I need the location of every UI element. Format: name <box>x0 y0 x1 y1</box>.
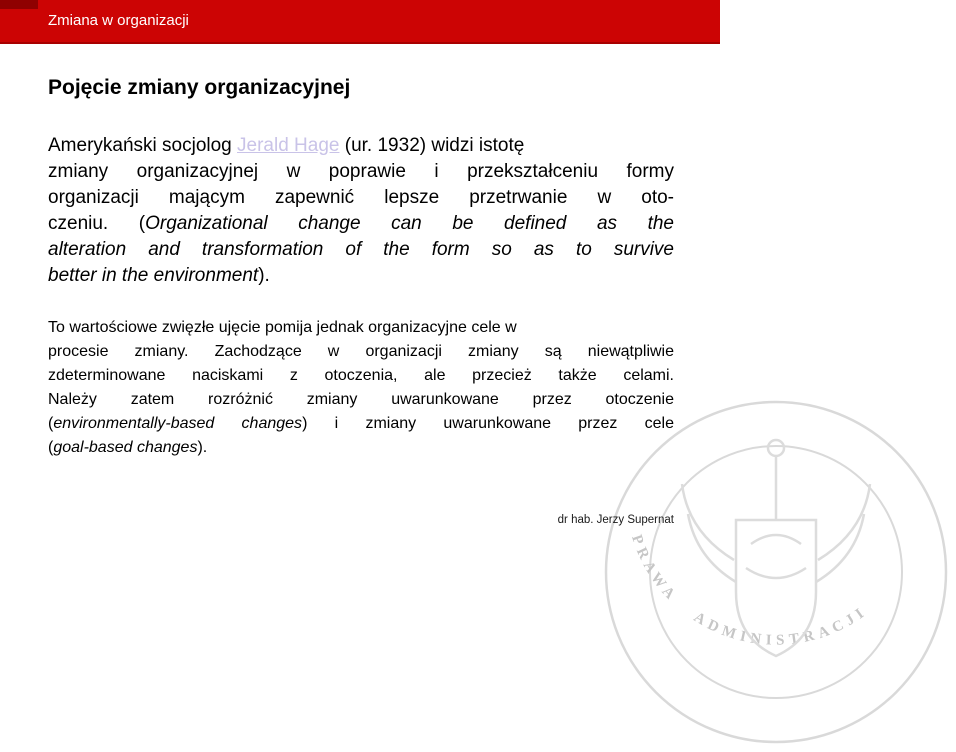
slide-heading: Pojęcie zmiany organizacyjnej <box>48 76 351 99</box>
paragraph-line: Amerykański socjolog Jerald Hage (ur. 1932) widzi istotę <box>48 135 525 156</box>
paragraph-line: To wartościowe zwięzłe ujęcie pomija jednak organizacyjne cele w <box>48 319 517 336</box>
author-credit: dr hab. Jerzy Supernat <box>557 514 674 526</box>
header-bar <box>0 0 720 44</box>
slide-header-title: Zmiana w organizacji <box>48 12 189 29</box>
paragraph-definition <box>48 133 674 289</box>
paragraph-line: zdeterminowane naciskami z otoczenia, ale przecież także celami. <box>48 367 674 384</box>
jerald-hage-link[interactable]: Jerald Hage <box>237 135 340 156</box>
paragraph-line: czeniu. (Organizational change can be defined as the <box>48 213 674 234</box>
paragraph-line: better in the environment). <box>48 265 270 286</box>
paragraph-line: (goal-based changes). <box>48 439 208 456</box>
paragraph-line: alteration and transformation of the form so as to survive <box>48 239 674 260</box>
header-corner-accent <box>0 0 38 9</box>
paragraph-line: Należy zatem rozróżnić zmiany uwarunkowane przez otoczenie <box>48 391 674 408</box>
paragraph-line: (environmentally-based changes) i zmiany uwarunkowane przez cele <box>48 415 675 432</box>
paragraph-commentary <box>48 316 674 460</box>
paragraph-line: organizacji mającym zapewnić lepsze przetrwanie w oto- <box>48 187 674 208</box>
paragraph-line: zmiany organizacyjnej w poprawie i przekształceniu formy <box>48 161 674 182</box>
paragraph-line: procesie zmiany. Zachodzące w organizacji zmiany są niewątpliwie <box>48 343 674 360</box>
seal-arc-text: PRAWA ADMINISTRACJI <box>628 532 871 649</box>
